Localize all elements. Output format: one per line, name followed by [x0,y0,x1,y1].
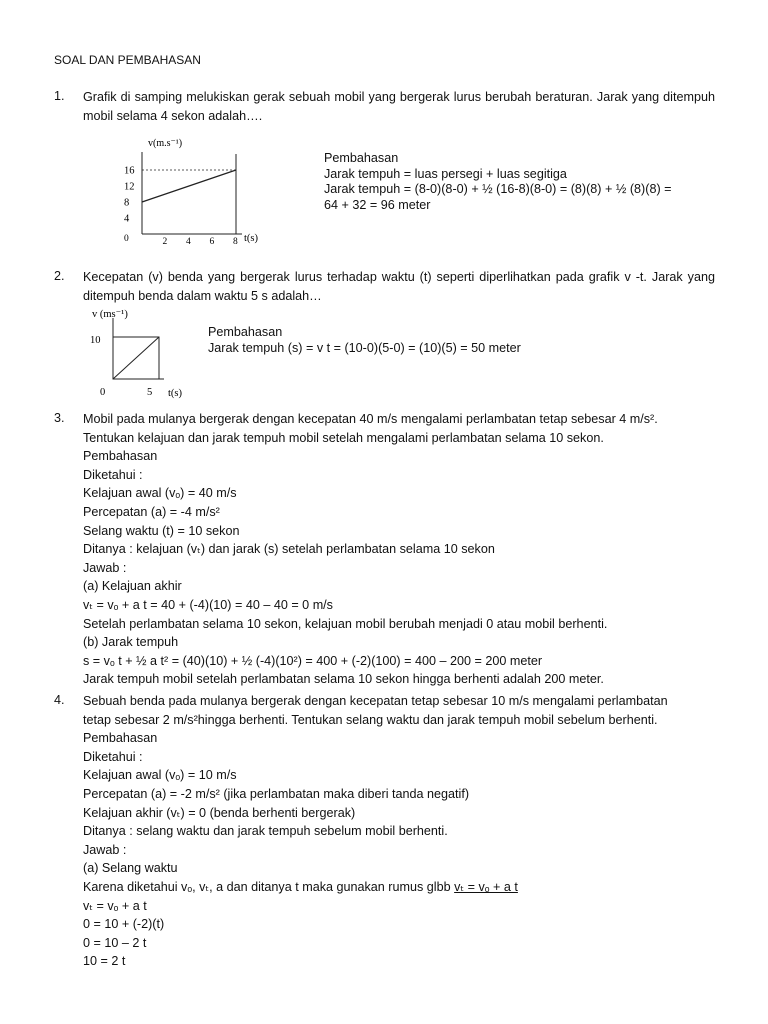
chart-1-x-tick-label: 6 [209,237,215,247]
question-4-number: 4. [54,693,65,707]
chart-1 [108,134,273,248]
q3-line: Jarak tempuh mobil setelah perlambatan selama 10 sekon hingga berhenti adalah 200 meter. [83,672,604,687]
chart-1-x-tick-label: 4 [186,237,191,247]
chart-1-series-line [142,170,236,202]
solution-line: 64 + 32 = 96 meter [324,197,431,212]
solution-line: Jarak tempuh = (8-0)(8-0) + ½ (16-8)(8-0) = (8)(8) + ½ (8)(8) = [324,182,672,197]
chart-1-x-tick-label: 0 [124,234,129,244]
q3-line: Selang waktu (t) = 10 sekon [83,523,240,538]
chart-2-x-tick-label: 0 [100,387,106,398]
q3-line: (b) Jarak tempuh [83,635,179,650]
q4-line: Kelajuan akhir (vₜ) = 0 (benda berhenti bergerak) [83,805,356,820]
q3-line: Jawab : [83,560,127,575]
question-2-text: Kecepatan (v) benda yang bergerak lurus terhadap waktu (t) seperti diperlihatkan pada grafik v -t. Jarak yang ditempuh benda dalam waktu 5 s adalah… [83,270,715,303]
chart-1-x-tick-label: 2 [162,237,168,247]
q3-line: Mobil pada mulanya bergerak dengan kecepatan 40 m/s mengalami perlambatan tetap sebesar 4 m/s². [83,412,658,426]
chart-1-y-tick-label: 16 [124,165,135,177]
page-title: SOAL DAN PEMBAHASAN [54,53,201,67]
q4-line: Percepatan (a) = -2 m/s² (jika perlambatan maka diberi tanda negatif) [83,786,470,801]
q4-line: Diketahui : [83,749,143,764]
q4-line: Kelajuan awal (vₒ) = 10 m/s [83,768,237,783]
question-3-number: 3. [54,411,65,425]
q3-line: Kelajuan awal (vₒ) = 40 m/s [83,486,237,501]
chart-2-xlabel: t(s) [168,388,182,399]
q4-line: Ditanya : selang waktu dan jarak tempuh sebelum mobil berhenti. [83,824,448,839]
q4-line: Pembahasan [83,731,158,746]
question-4-body [83,692,668,971]
solution-line: Pembahasan [208,325,283,339]
question-1-number: 1. [54,89,65,103]
q3-line: vₜ = vₒ + a t = 40 + (-4)(10) = 40 – 40 = 0 m/s [83,597,333,612]
q4-line [83,878,668,897]
q3-line: Tentukan kelajuan dan jarak tempuh mobil setelah mengalami perlambatan selama 10 sekon. [83,430,604,445]
q4-underlined-formula: vₜ = vₒ + a t [454,879,518,894]
question-2-number: 2. [54,269,65,283]
chart-1-y-tick-label: 12 [124,181,135,193]
q3-line: (a) Kelajuan akhir [83,579,182,594]
q4-line: 0 = 10 – 2 t [83,935,147,950]
q3-line: s = vₒ t + ½ a t² = (40)(10) + ½ (-4)(10²) = 400 + (-2)(100) = 400 – 200 = 200 meter [83,653,543,668]
chart-1-y-tick-label: 8 [124,197,130,209]
q4-line: tetap sebesar 2 m/s²hingga berhenti. Tentukan selang waktu dan jarak tempuh mobil sebelum berhenti. [83,712,658,727]
solution-line: Jarak tempuh (s) = v t = (10-0)(5-0) = (10)(5) = 50 meter [208,340,521,355]
q4-line: 0 = 10 + (-2)(t) [83,917,165,932]
chart-1-y-tick-label: 4 [124,213,130,225]
chart-1-ylabel: v(m.s⁻¹) [148,138,183,149]
q3-line: Setelah perlambatan selama 10 sekon, kelajuan mobil berubah menjadi 0 atau mobil berhenti. [83,616,608,631]
q3-line: Pembahasan [83,449,158,464]
solution-line: Jarak tempuh = luas persegi + luas segitiga [324,166,567,181]
chart-2-series-line [113,337,159,379]
q4-line: 10 = 2 t [83,954,126,969]
q4-line: Jawab : [83,842,127,857]
chart-2-x-tick-label: 5 [147,387,153,398]
question-1-text: Grafik di samping melukiskan gerak sebuah mobil yang bergerak lurus berubah beraturan. Jarak yang ditempuh mobil selama 4 sekon adalah…. [83,90,715,123]
q3-line: Diketahui : [83,467,143,482]
q3-line: Percepatan (a) = -4 m/s² [83,504,220,519]
q4-line: (a) Selang waktu [83,861,178,876]
chart-1-x-tick-label: 8 [233,237,238,247]
solution-line: Pembahasan [324,151,399,165]
chart-2-y-tick-label: 10 [90,335,101,346]
chart-2-ylabel: v (ms⁻¹) [92,309,128,320]
q4-line: vₜ = vₒ + a t [83,898,147,913]
chart-2 [88,306,198,402]
question-2-solution [208,325,521,356]
q4-formula-intro: Karena diketahui vₒ, vₜ, a dan ditanya t maka gunakan rumus glbb [83,879,455,894]
q4-line: Sebuah benda pada mulanya bergerak dengan kecepatan tetap sebesar 10 m/s mengalami perlambatan [83,694,668,708]
q3-line: Ditanya : kelajuan (vₜ) dan jarak (s) setelah perlambatan selama 10 sekon [83,542,495,557]
question-3-body [83,410,658,689]
chart-1-xlabel: t(s) [244,233,258,244]
question-1-solution [324,151,672,213]
